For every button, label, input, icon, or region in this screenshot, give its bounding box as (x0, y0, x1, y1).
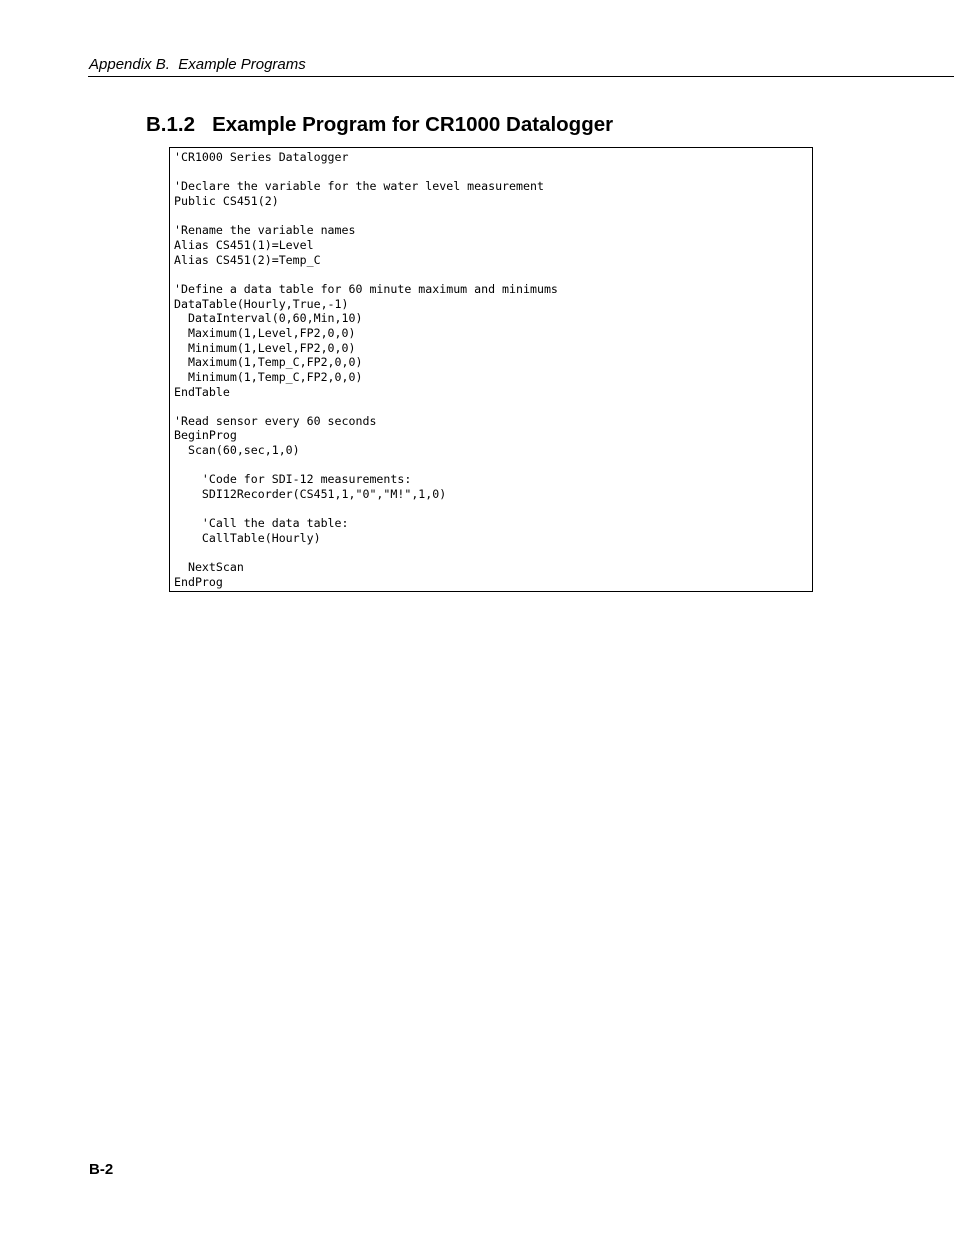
header-divider (88, 76, 954, 77)
code-line: Alias CS451(2)=Temp_C (174, 252, 321, 267)
code-line: Minimum(1,Level,FP2,0,0) (174, 340, 356, 355)
code-line: Minimum(1,Temp_C,FP2,0,0) (174, 369, 363, 384)
code-line: 'Rename the variable names (174, 223, 356, 238)
section-heading: B.1.2 Example Program for CR1000 Datalogger (146, 113, 614, 136)
code-line: 'Code for SDI-12 measurements: (174, 472, 412, 487)
code-listing-box (169, 147, 813, 592)
code-line: DataInterval(0,60,Min,10) (174, 311, 363, 326)
code-line: Maximum(1,Level,FP2,0,0) (174, 325, 356, 340)
code-line: BeginProg (174, 428, 237, 443)
running-header: Appendix B. Example Programs (89, 56, 306, 73)
code-line: Scan(60,sec,1,0) (174, 443, 300, 458)
code-line: 'Define a data table for 60 minute maximum and minimums (174, 281, 558, 296)
code-line: Maximum(1,Temp_C,FP2,0,0) (174, 355, 363, 370)
code-line: Alias CS451(1)=Level (174, 237, 314, 252)
code-line: CallTable(Hourly) (174, 531, 321, 546)
code-line: 'Declare the variable for the water level measurement (174, 179, 544, 194)
code-line: SDI12Recorder(CS451,1,"0","M!",1,0) (174, 487, 447, 502)
code-line: 'Call the data table: (174, 516, 349, 531)
code-line: Public CS451(2) (174, 193, 279, 208)
code-line: NextScan (174, 560, 244, 575)
code-line: EndTable (174, 384, 230, 399)
page-number: B-2 (89, 1161, 114, 1178)
code-listing (170, 148, 812, 590)
code-line: DataTable(Hourly,True,-1) (174, 296, 349, 311)
code-line: 'CR1000 Series Datalogger (174, 150, 349, 164)
code-line: 'Read sensor every 60 seconds (174, 413, 377, 428)
code-line: EndProg (174, 575, 223, 590)
